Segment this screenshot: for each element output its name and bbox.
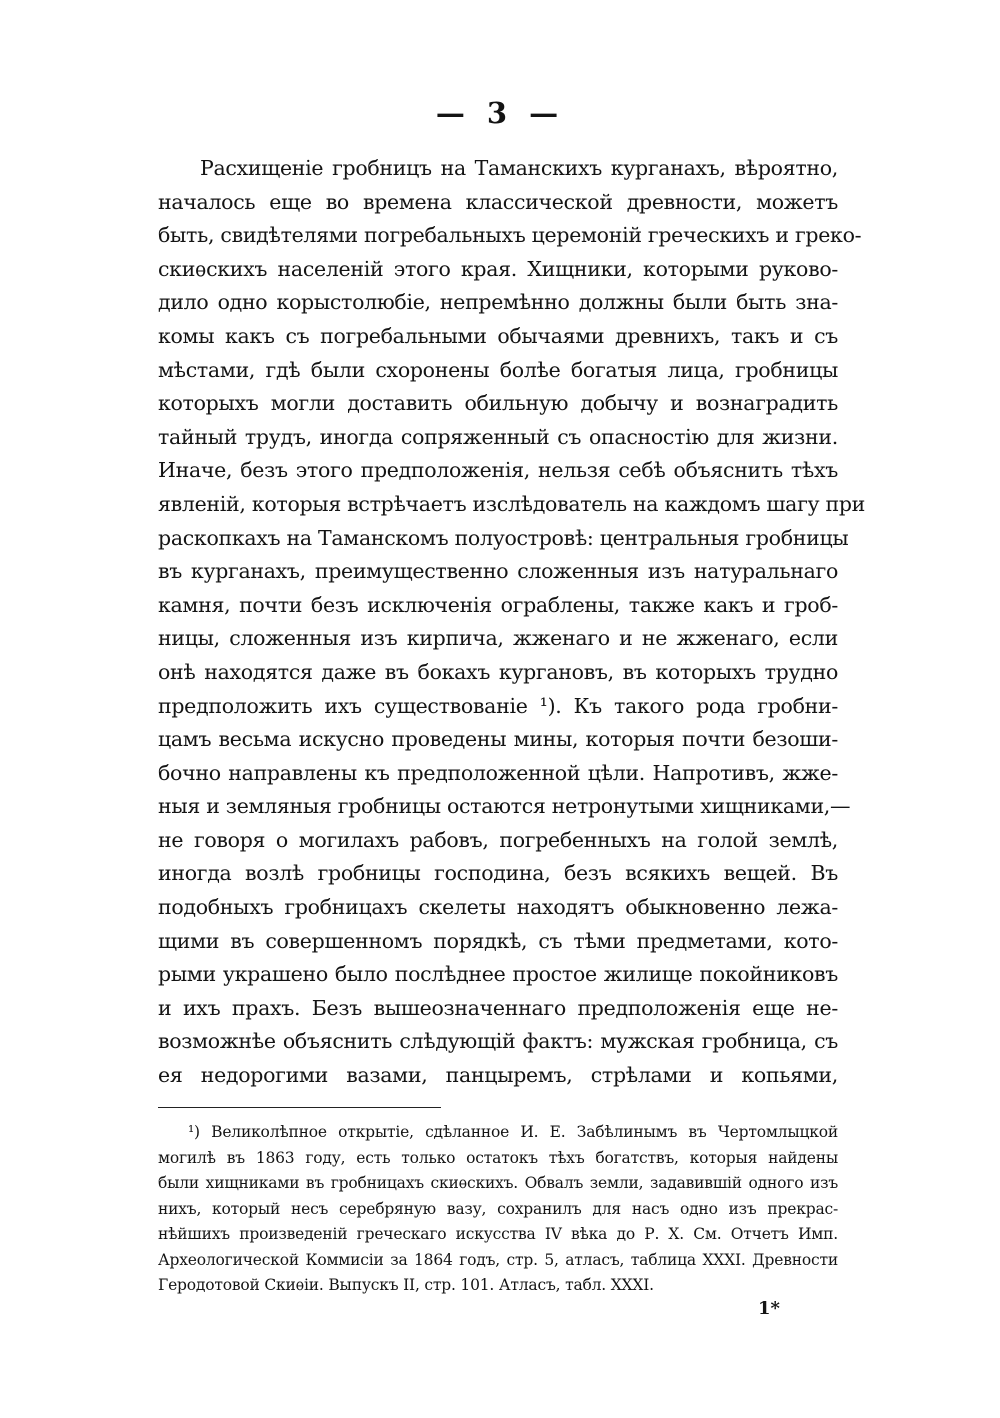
text-line: началось еще во времена классической древности, можетъ: [158, 189, 838, 214]
footnote-line: могилѣ въ 1863 году, есть только остатокъ тѣхъ богатствъ, которыя найдены: [158, 1148, 838, 1167]
text-line: быть, свидѣтелями погребальныхъ церемонiй греческихъ и греко-: [158, 223, 862, 248]
text-line: дило одно корыстолюбiе, непремѣнно должны были быть зна-: [158, 290, 838, 315]
footnote-line: нѣйшихъ произведенiй греческаго искусства IV вѣка до Р. Х. См. Отчетъ Имп.: [158, 1225, 838, 1243]
page-number: — 3 —: [435, 96, 565, 130]
text-line: иногда возлѣ гробницы господина, безъ всякихъ вещей. Въ: [158, 861, 838, 886]
text-line: раскопкахъ на Таманскомъ полуостровѣ: центральныя гробницы: [158, 525, 849, 550]
text-line: въ курганахъ, преимущественно сложенныя изъ натуральнаго: [158, 559, 838, 584]
text-line: камня, почти безъ исключенiя ограблены, также какъ и гроб-: [158, 592, 838, 617]
text-line: рыми украшено было послѣднее простое жилище покойниковъ: [158, 962, 838, 987]
text-line: мѣстами, гдѣ были схоронены болѣе богатыя лица, гробницы: [158, 357, 838, 382]
text-line: возможнѣе объяснить слѣдующiй фактъ: мужская гробница, съ: [158, 1029, 838, 1054]
footnote-divider: [158, 1107, 441, 1108]
footnote-line: Геродотовой Скиѳiи. Выпускъ II, стр. 101. Атласъ, табл. XXXI.: [158, 1276, 654, 1294]
text-line: которыхъ могли доставить обильную добычу и вознаградить: [158, 391, 838, 416]
text-line: щими въ совершенномъ порядкѣ, съ тѣми предметами, кото-: [158, 928, 838, 953]
text-line: Иначе, безъ этого предположенiя, нельзя себѣ объяснить тѣхъ: [158, 458, 838, 483]
text-line: ея недорогими вазами, панцыремъ, стрѣлами и копьями,: [158, 1063, 838, 1088]
text-line: тайный трудъ, иногда сопряженный съ опасностiю для жизни.: [158, 424, 838, 449]
text-line: скиѳскихъ населенiй этого края. Хищники, которыми руково-: [158, 256, 838, 281]
footnote-line: Археологической Коммисiи за 1864 годъ, стр. 5, атласъ, таблица XXXI. Древности: [158, 1250, 838, 1269]
text-line: подобныхъ гробницахъ скелеты находятъ обыкновенно лежа-: [158, 895, 838, 920]
text-line: комы какъ съ погребальными обычаями древнихъ, такъ и съ: [158, 323, 838, 348]
text-line: предположить ихъ существованiе ¹). Къ такого рода гробни-: [158, 693, 838, 718]
text-line: ницы, сложенныя изъ кирпича, жженаго и не жженаго, если: [158, 626, 838, 651]
text-line: ныя и земляныя гробницы остаются нетронутыми хищниками,—: [158, 794, 851, 819]
footnote-line: нихъ, который несъ серебряную вазу, сохранилъ для насъ одно изъ прекрас-: [158, 1199, 838, 1218]
body-text: [158, 152, 866, 1093]
footnote-line: ¹) Великолѣпное открытiе, сдѣланное И. Е. Забѣлинымъ въ Чертомлыцкой: [188, 1123, 838, 1141]
text-line: Расхищенiе гробницъ на Таманскихъ курганахъ, вѣроятно,: [200, 156, 838, 180]
text-line: бочно направлены къ предположенной цѣли. Напротивъ, жже-: [158, 760, 838, 785]
text-line: онѣ находятся даже въ бокахъ кургановъ, въ которыхъ трудно: [158, 659, 838, 684]
text-line: не говоря о могилахъ рабовъ, погребенныхъ на голой землѣ,: [158, 827, 838, 852]
text-line: и ихъ прахъ. Безъ вышеозначеннаго предположенiя еще не-: [158, 995, 838, 1020]
footnote-line: были хищниками въ гробницахъ скиѳскихъ. Обвалъ земли, задавившiй одного изъ: [158, 1174, 838, 1192]
footnote: [158, 1120, 838, 1299]
text-line: явленiй, которыя встрѣчаетъ изслѣдователь на каждомъ шагу при: [158, 491, 866, 516]
printer-signature-mark: 1*: [758, 1298, 780, 1319]
text-line: цамъ весьма искусно проведены мины, которыя почти безоши-: [158, 727, 838, 752]
